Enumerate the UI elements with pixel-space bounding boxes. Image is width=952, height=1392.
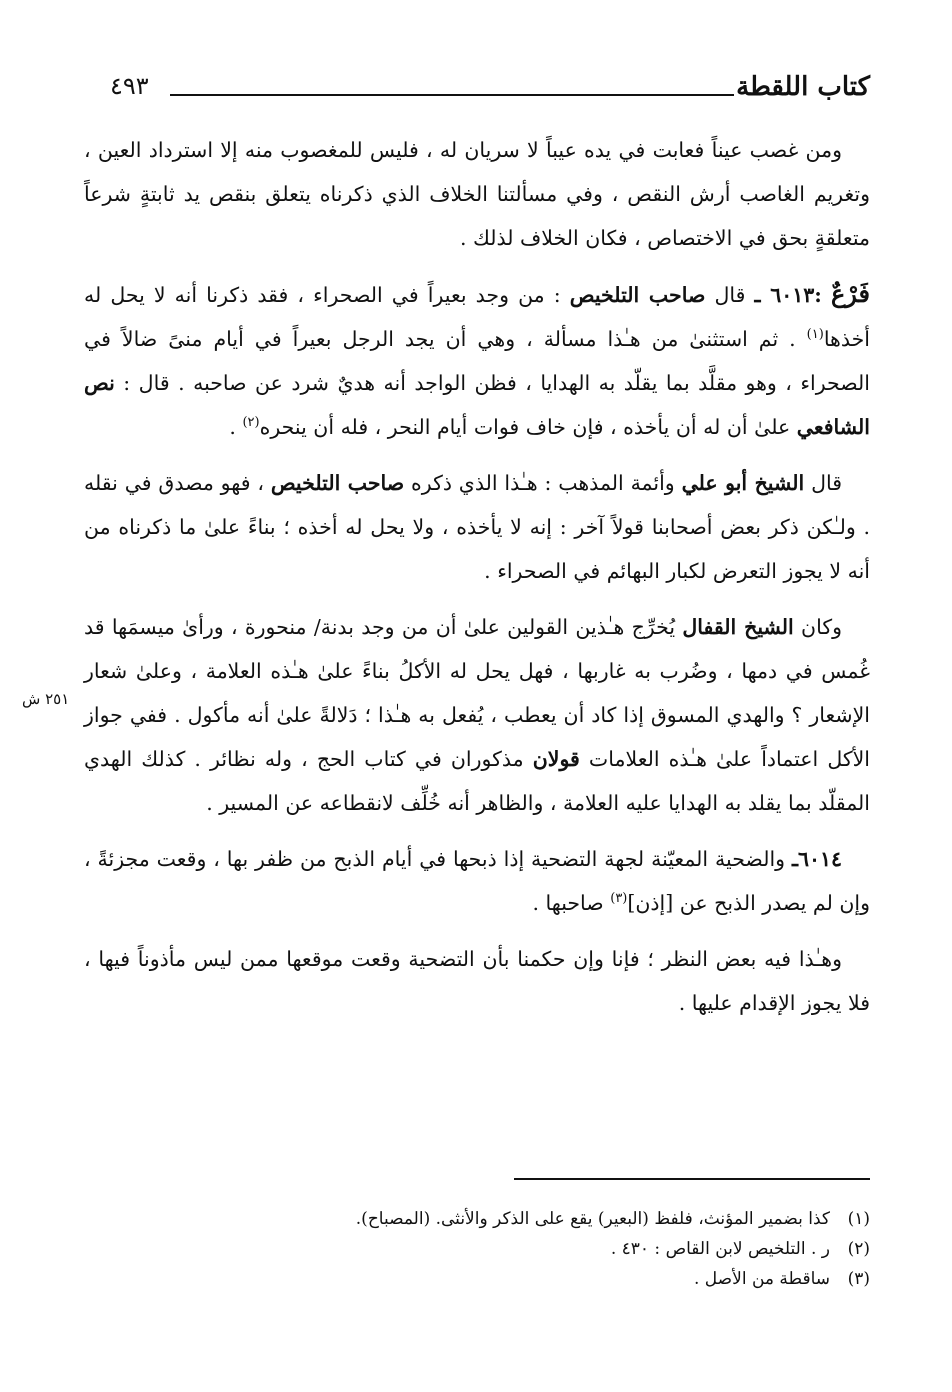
footnote-2 xyxy=(170,1234,870,1264)
author-name: صاحب التلخيص xyxy=(270,471,405,495)
text-span: . ثم استثنىٰ من هـٰذا مسألة ، وهي أن يجد الرجل بعيراً في أيام منىً ضالاً في الصحراء ، وهو مقلَّد بما يقلّد به الهدايا ، فظن الواجد أنه هديٌ شرد عن صاحبه . قال : xyxy=(84,327,870,395)
footnote-rule xyxy=(514,1178,870,1180)
page-number: ٤٩٣ xyxy=(110,72,149,100)
text-span: قال xyxy=(804,471,843,495)
footnote-text: كذا بضمير المؤنث، فلفظ (البعير) يقع على الذكر والأنثى. (المصباح). xyxy=(355,1209,830,1229)
author-name: صاحب التلخيص xyxy=(569,283,706,307)
text-span: يُخرِّج هـٰذين القولين علىٰ أن من وجد بدنة/ منحورة ، ورأىٰ ميسمَها قد غُمس في دمها ، وضُرب به غاربها ، فهل يحل له الأكلُ بناءً علىٰ هـٰذه العلامة ، وعلىٰ شعار الإشعار ؟ والهدي المسوق إذا كاد أن يعطب ، يُفعل به هـٰذا ؛ دَلالةً علىٰ أنه مأكول . ففي جواز الأكل اعتماداً علىٰ هـٰذه العلامات xyxy=(84,615,870,771)
text-span: : من وجد بعيراً في الصحراء ، فقد ذكرنا أنه لا يحل له أخذها xyxy=(84,283,870,351)
paragraph-3 xyxy=(84,461,870,593)
paragraph-2 xyxy=(84,272,870,449)
author-name: الشيخ أبو علي xyxy=(681,471,805,495)
footnote-text: ر . التلخيص لابن القاص : ٤٣٠ . xyxy=(610,1239,830,1259)
paragraph-5 xyxy=(84,837,870,925)
text-span: صاحبها . xyxy=(532,891,611,915)
issue-number: :٦٠١٣ ـ xyxy=(754,283,822,307)
footnote-ref[interactable]: (٢) xyxy=(242,415,260,431)
text-span: ، فهو مصدق في نقله . ولـٰكن ذكر بعض أصحابنا قولاً آخر : إنه لا يأخذه ، ولا يحل له أخذه ؛ بناءً علىٰ ما ذكرناه من أنه لا يجوز التعرض لكبار البهائم في الصحراء . xyxy=(84,471,870,583)
footnote-ref[interactable]: (١) xyxy=(806,327,824,343)
far-heading: فَرْعٌ xyxy=(830,279,870,308)
paragraph-1: ومن غصب عيناً فعابت في يده عيباً لا سريان له ، فليس للمغصوب منه إلا استرداد العين ، وتغريم الغاصب أرش النقص ، وفي مسألتنا الخلاف الذي ذكرناه يتعلق بنقص يد ثابتةٍ شرعاً متعلقةٍ بحق في الاختصاص ، فكان الخلاف لذلك . xyxy=(84,138,870,250)
footnote-1 xyxy=(170,1204,870,1234)
footnote-number: (١) xyxy=(847,1209,870,1229)
text-span: مذكوران في كتاب الحج ، وله نظائر . كذلك الهدي المقلّد بما يقلد به الهدايا عليه العلامة ، والظاهر أنه خُلِّف لانقطاعه عن المسير . xyxy=(84,747,870,815)
chapter-title: كتاب اللقطة xyxy=(736,72,870,102)
page-header xyxy=(110,72,870,112)
text-span: . xyxy=(229,415,243,439)
text-span: وكان xyxy=(793,615,842,639)
footnote-3 xyxy=(170,1264,870,1294)
key-term: قولان xyxy=(532,747,580,771)
issue-number: ٦٠١٤ـ xyxy=(791,847,842,871)
footnote-number: (٢) xyxy=(847,1239,870,1259)
paragraph-4 xyxy=(84,605,870,825)
text-span: قال xyxy=(705,283,755,307)
margin-note: ٢٥١ ش xyxy=(22,690,70,708)
text-span: علىٰ أن له أن يأخذه ، فإن خاف فوات أيام النحر ، فله أن ينحره xyxy=(259,415,797,439)
footnote-text: ساقطة من الأصل . xyxy=(694,1269,830,1289)
paragraph-6: وهـٰذا فيه بعض النظر ؛ فإنا وإن حكمنا بأن التضحية وقعت موقعها ممن ليس مأذوناً فيها ، فلا يجوز الإقدام عليها . xyxy=(84,947,870,1015)
header-rule xyxy=(170,94,734,96)
text-span: وأئمة المذهب : هـٰذا الذي ذكره xyxy=(404,471,682,495)
footnote-ref[interactable]: (٣) xyxy=(610,891,628,907)
footnotes xyxy=(170,1204,870,1294)
footnote-number: (٣) xyxy=(847,1269,870,1289)
author-name: نص الشافعي xyxy=(84,371,870,439)
author-name: الشيخ القفال xyxy=(682,615,794,639)
text-span: والضحية المعيّنة لجهة التضحية إذا ذبحها في أيام الذبح من ظفر بها ، وقعت مجزئةً ، وإن لم يصدر الذبح عن [إذن] xyxy=(84,847,870,915)
main-text xyxy=(84,128,870,1025)
